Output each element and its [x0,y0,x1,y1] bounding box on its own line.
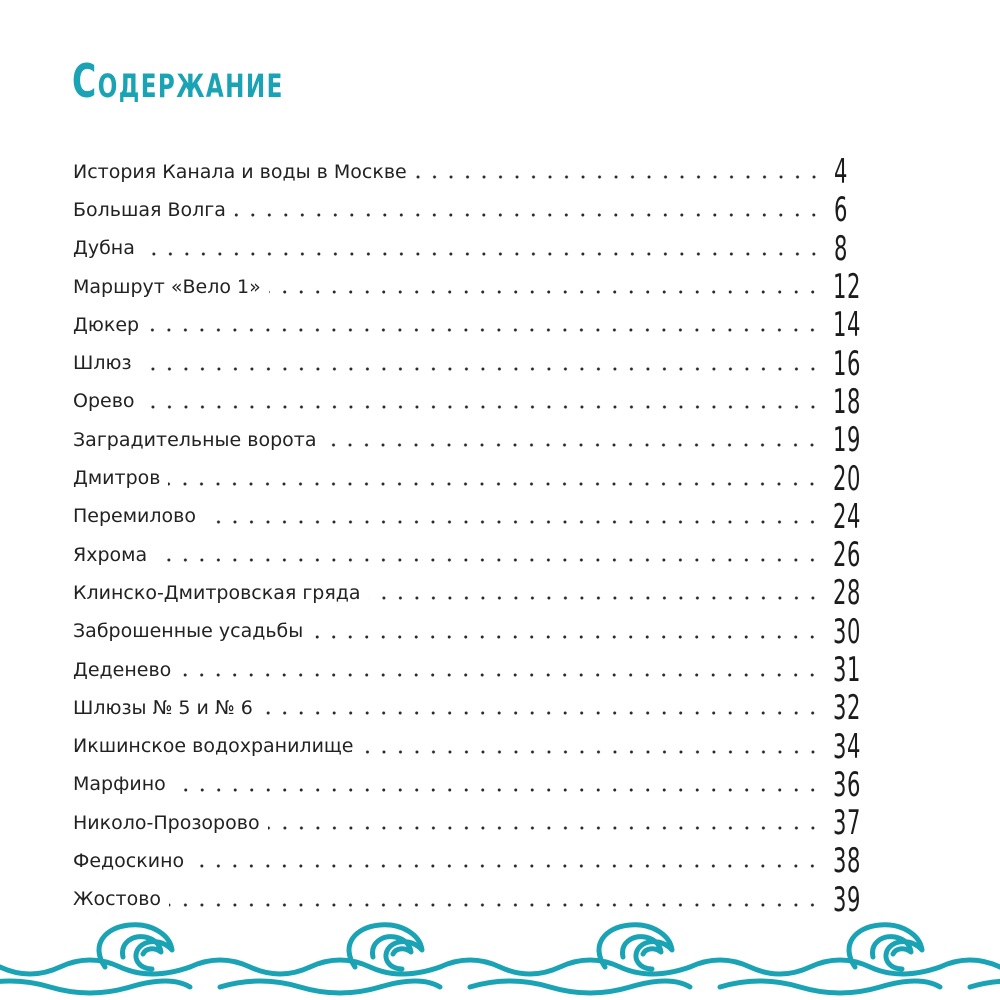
toc-entry[interactable] [73,421,878,459]
toc-entry[interactable] [73,536,878,574]
toc-entry[interactable] [73,498,878,536]
dot-leader [155,557,821,563]
toc-entry-page: 34 [832,726,861,767]
toc-entry-page: 32 [832,688,861,729]
toc-entry[interactable] [73,306,878,344]
toc-entry-title: Шлюз [73,352,132,375]
toc-entry-title: История Канала и воды в Москве [73,160,407,183]
toc-entry[interactable] [73,804,878,842]
dot-leader [179,672,820,678]
dot-leader [234,212,822,218]
dot-leader [311,634,820,640]
dot-leader [140,366,821,372]
toc-entry-title: Яхрома [73,543,148,566]
toc-entry-title: Дубна [73,237,135,260]
toc-entry-page: 26 [832,535,861,576]
toc-entry-page: 18 [832,381,861,422]
table-of-contents [73,153,878,919]
toc-entry-page: 36 [832,764,861,805]
toc-entry-page: 4 [834,152,849,193]
toc-entry[interactable] [73,574,878,612]
toc-entry[interactable] [73,268,878,306]
dot-leader [261,710,821,716]
dot-leader [204,519,821,525]
toc-entry-page: 12 [832,267,861,308]
toc-entry-title: Маршрут «Вело 1» [73,275,261,298]
dot-leader [362,749,821,755]
toc-entry[interactable] [73,383,878,421]
toc-entry[interactable] [73,842,878,880]
toc-entry-title: Клинско-Дмитровская гряда [73,581,361,604]
dot-leader [192,863,821,869]
dot-leader [147,327,821,333]
toc-entry[interactable] [73,459,878,497]
toc-entry-title: Заградительные ворота [73,428,317,451]
dot-leader [268,825,821,831]
toc-entry-page: 37 [832,803,861,844]
dot-leader [143,251,822,257]
dot-leader [324,442,820,448]
toc-entry-page: 31 [832,650,861,690]
toc-entry-page: 14 [832,305,861,346]
toc-entry-title: Дюкер [73,313,140,336]
page-title: Содержание [72,54,284,108]
toc-entry-title: Дмитров [73,467,161,490]
toc-entry-title: Деденево [73,658,172,681]
dot-leader [143,404,821,410]
toc-entry[interactable] [73,344,878,382]
toc-entry[interactable] [73,727,878,765]
toc-entry[interactable] [73,613,878,651]
toc-entry-title: Федоскино [73,849,185,872]
dot-leader [369,595,821,601]
dot-leader [168,481,820,487]
toc-entry-page: 6 [834,190,849,231]
toc-entry-page: 38 [832,841,861,882]
toc-entry-page: 24 [832,496,861,537]
dot-leader [174,787,821,793]
toc-entry-page: 20 [832,458,861,499]
toc-entry[interactable] [73,766,878,804]
toc-entry[interactable] [73,230,878,268]
toc-entry-page: 30 [832,611,861,652]
toc-entry-page: 39 [832,879,861,920]
toc-entry-page: 16 [832,343,861,384]
toc-entry-title: Перемилово [73,505,196,528]
dot-leader [415,174,822,180]
toc-entry-title: Жостово [73,888,162,911]
toc-entry-title: Заброшенные усадьбы [73,620,304,643]
toc-entry-title: Орево [73,390,135,413]
toc-entry-title: Николо-Прозорово [73,811,260,834]
toc-entry-title: Шлюзы № 5 и № 6 [73,696,253,719]
toc-entry[interactable] [73,651,878,689]
toc-entry-title: Марфино [73,773,166,796]
toc-entry-page: 8 [834,228,849,269]
waves-border-icon [0,905,1000,1000]
toc-entry[interactable] [73,153,878,191]
toc-entry-page: 19 [832,420,861,461]
dot-leader [269,289,821,295]
toc-entry-title: Большая Волга [73,198,226,221]
toc-entry-page: 28 [832,573,861,614]
toc-entry-title: Икшинское водохранилище [73,735,354,758]
toc-entry[interactable] [73,191,878,229]
toc-entry[interactable] [73,689,878,727]
